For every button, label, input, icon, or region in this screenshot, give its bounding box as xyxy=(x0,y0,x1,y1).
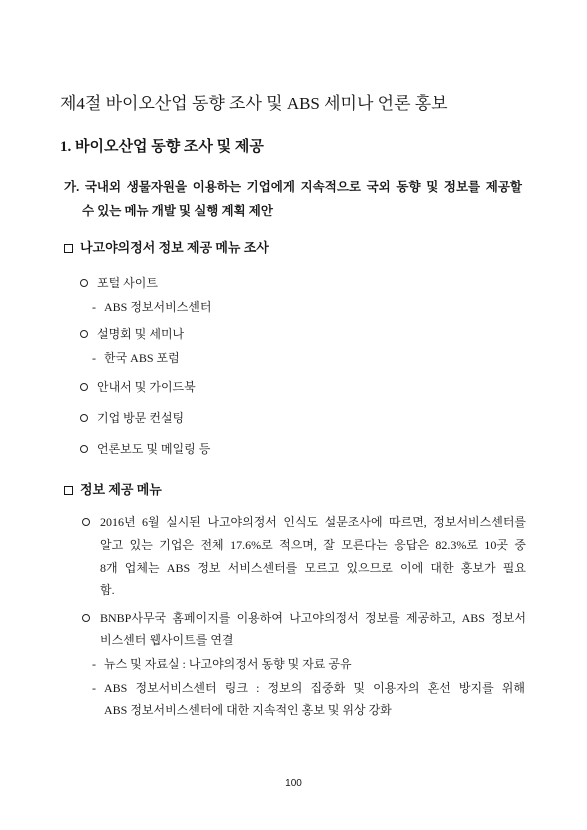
sub-item-text: ABS 정보서비스센터에 대한 지속적인 홍보 및 위상 강화 xyxy=(104,703,392,717)
list-item-text: 포털 사이트 xyxy=(97,276,158,290)
chapter-title: 제4절 바이오산업 동향 조사 및 ABS 세미나 언론 홍보 xyxy=(60,94,448,113)
page-number: 100 xyxy=(285,778,302,789)
paragraph-line: 2016년 6월 실시된 나고야의정서 인식도 설문조사에 따르면, 정보서비스센터를 xyxy=(100,515,526,529)
list-item-text: 언론보도 및 메일링 등 xyxy=(97,442,211,456)
subsection-line-2: 수 있는 메뉴 개발 및 실행 계획 제안 xyxy=(82,204,273,218)
circle-bullet-icon xyxy=(82,518,90,526)
sub-item-text: ABS 정보서비스센터 링크 : 정보의 집중화 및 이용자의 혼선 방지를 위해 xyxy=(104,681,525,695)
sub-item-text: ABS 정보서비스센터 xyxy=(104,300,212,314)
survey-heading: 나고야의정서 정보 제공 메뉴 조사 xyxy=(80,240,269,255)
square-bullet-icon xyxy=(64,244,73,253)
paragraph-line: BNBP사무국 홈페이지를 이용하여 나고야의정서 정보를 제공하고, ABS 정보서 xyxy=(100,611,526,625)
paragraph-line: 함. xyxy=(100,583,115,597)
list-item-text: 설명회 및 세미나 xyxy=(97,327,185,341)
sub-item-marker: - xyxy=(92,351,96,365)
menu-heading: 정보 제공 메뉴 xyxy=(80,482,162,497)
paragraph-line: 8개 업체는 ABS 정보 서비스센터를 모르고 있으므로 이에 대한 홍보가 필요 xyxy=(100,561,526,575)
circle-bullet-icon xyxy=(82,614,90,622)
section-title: 1. 바이오산업 동향 조사 및 제공 xyxy=(60,139,264,155)
list-item-text: 안내서 및 가이드북 xyxy=(97,380,196,394)
subsection-line-1: 가. 국내외 생물자원을 이용하는 기업에게 지속적으로 국외 동향 및 정보를 제공할 xyxy=(64,180,522,194)
circle-bullet-icon xyxy=(80,445,88,453)
square-bullet-icon xyxy=(64,486,73,495)
sub-item-text: 뉴스 및 자료실 : 나고야의정서 동향 및 자료 공유 xyxy=(104,657,352,671)
list-item-text: 기업 방문 컨설팅 xyxy=(97,411,185,425)
circle-bullet-icon xyxy=(80,279,88,287)
paragraph-line: 알고 있는 기업은 전체 17.6%로 적으며, 잘 모른다는 응답은 82.3%로 10곳 중 xyxy=(100,538,526,552)
circle-bullet-icon xyxy=(80,330,88,338)
sub-item-marker: - xyxy=(92,681,96,695)
sub-item-marker: - xyxy=(92,300,96,314)
sub-item-marker: - xyxy=(92,657,96,671)
sub-item-text: 한국 ABS 포럼 xyxy=(104,351,180,365)
circle-bullet-icon xyxy=(80,414,88,422)
paragraph-line: 비스센터 웹사이트를 연결 xyxy=(100,633,234,647)
circle-bullet-icon xyxy=(80,383,88,391)
